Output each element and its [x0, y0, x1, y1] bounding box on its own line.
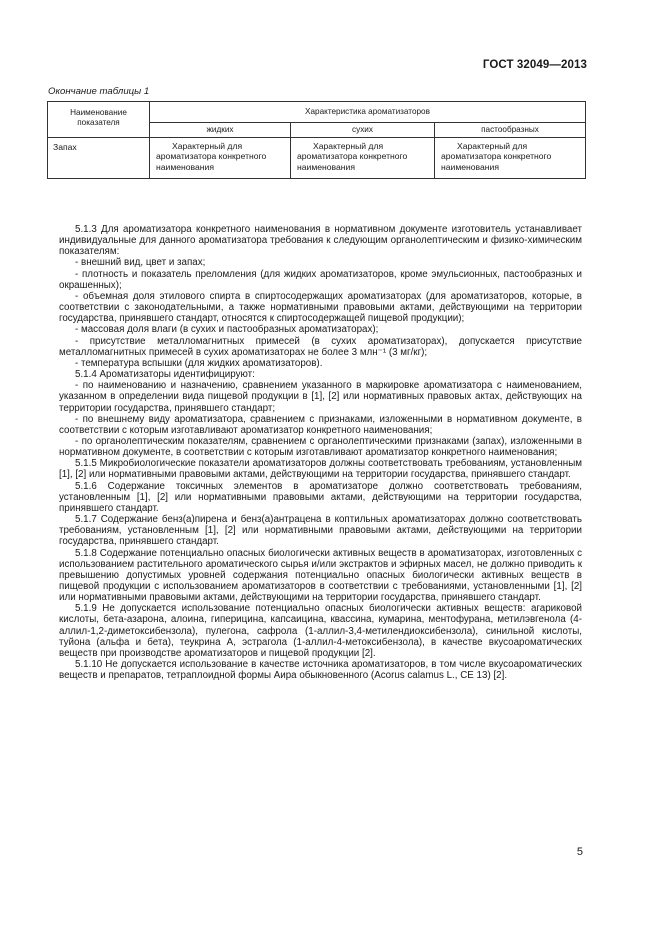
document-body [59, 224, 582, 681]
list-item: - плотность и показатель преломления (для жидких ароматизаторов, кроме эмульсионных, пастообразных и окрашенных); [59, 268, 582, 291]
table-header-dry: сухих [291, 123, 435, 138]
list-item: - массовая доля влаги (в сухих и пастообразных ароматизаторах); [75, 324, 379, 336]
table-header-name: Наименование показателя [48, 102, 150, 138]
table-row [48, 138, 586, 179]
paragraph: 5.1.7 Содержание бенз(а)пирена и бенз(а)антрацена в коптильных ароматизаторах должно соответствовать требованиям, установленным [1], [2] или нормативными правовыми актами, действующими на территории государства, принявшего стандарт. [59, 514, 582, 548]
list-item: - по наименованию и назначению, сравнением указанного в маркировке ароматизатора с наименованием, указанном в определении вида пищевой продукции в [1], [2] или нормативных правовых актах, действующих на территории государства, принявшего стандарт; [59, 380, 582, 414]
table-cell-text: Характерный для ароматизатора конкретного наименования [156, 141, 267, 172]
table-cell-name: Запах [48, 138, 150, 179]
list-item: - присутствие металломагнитных примесей (в сухих ароматизаторах), допускается присутствие металломагнитных примесей в сухих ароматизаторах не более 3 млн⁻¹ (3 мг/кг); [59, 335, 582, 358]
characteristics-table [47, 101, 586, 179]
table-cell-liquid [150, 138, 291, 179]
paragraph: 5.1.5 Микробиологические показатели ароматизаторов должны соответствовать требованиям, установленным [1], [2] или нормативными правовыми актами, действующими на территории государства, принявшего стандарт. [59, 458, 582, 481]
table-cell-paste [435, 138, 586, 179]
table-cell-text: Характерный для ароматизатора конкретного наименования [297, 141, 408, 172]
table-header-group: Характеристика ароматизаторов [150, 102, 586, 123]
page-number: 5 [576, 846, 583, 858]
table-header-paste: пастообразных [435, 123, 586, 138]
table-caption: Окончание таблицы 1 [48, 86, 150, 97]
table-header-liquid: жидких [150, 123, 291, 138]
table-cell-dry [291, 138, 435, 179]
list-item: - по внешнему виду ароматизатора, сравнением с признаками, изложенными в нормативном документе, в соответствии с которым изготавливают ароматизатор конкретного наименования; [59, 413, 582, 436]
list-item: - внешний вид, цвет и запах; [75, 257, 206, 269]
paragraph: 5.1.6 Содержание токсичных элементов в ароматизаторе должно соответствовать требованиям, установленным [1], [2] или нормативными правовыми актами, действующими на территории государства, принявшего стандарт. [59, 480, 582, 514]
list-item: - температура вспышки (для жидких ароматизаторов). [75, 357, 323, 369]
list-item: - объемная доля этилового спирта в спиртосодержащих ароматизаторах (для ароматизаторов, которые, в соответствии с законодательными, а также нормативными правовыми актами, действующими на территории государства, принявшего стандарт, относятся к спиртосодержащей пищевой продукции); [59, 290, 582, 325]
paragraph: 5.1.10 Не допускается использование в качестве источника ароматизаторов, в том числе вкусоароматических веществ и препаратов, тетраплоидной формы Аира обыкновенного (Acorus calamus L., CE 13) [2]. [59, 659, 582, 682]
paragraph: 5.1.8 Содержание потенциально опасных биологически активных веществ в ароматизаторах, изготовленных с использованием растительного ароматического сырья и/или экстрактов и эфирных масел, не должно приводить к превышению допустимых уровней содержания потенциально опасных биологически активных веществ в пищевой продукции с использованием ароматизаторов в соответствии с требованиями, установленными [1], [2] или нормативными правовыми актами, действующими на территории государства, принявшего стандарт. [59, 547, 582, 604]
paragraph: 5.1.9 Не допускается использование потенциально опасных биологически активных веществ: агариковой кислоты, бета-азарона, алоина, гиперицина, капсаицина, квассина, кумарина, ментофурана, метилэвгенола (4-аллил-1,2-диметоксибензола), пулегона, сафрола (1-аллил-3,4-метилендиоксибензола), синильной кислоты, туйона (альфа и бета), теукрина А, эстрагола (1-аллил-4-метоксибензола), в качестве вкусоароматических веществ при производстве ароматизаторов и пищевой продукции [2]. [59, 603, 582, 659]
table-cell-text: Характерный для ароматизатора конкретного наименования [441, 141, 552, 172]
paragraph: 5.1.3 Для ароматизатора конкретного наименования в нормативном документе изготовитель устанавливает индивидуальные для данного ароматизатора требования к следующим органолептическим и физико-химическим показателям: [59, 224, 582, 258]
document-header-title: ГОСТ 32049—2013 [482, 59, 587, 71]
list-item: - по органолептическим показателям, сравнением с органолептическими признаками (запах), изложенными в нормативном документе, в соответствии с которым изготавливают ароматизатор конкретного наименования; [59, 435, 582, 459]
paragraph: 5.1.4 Ароматизаторы идентифицируют: [75, 369, 255, 381]
